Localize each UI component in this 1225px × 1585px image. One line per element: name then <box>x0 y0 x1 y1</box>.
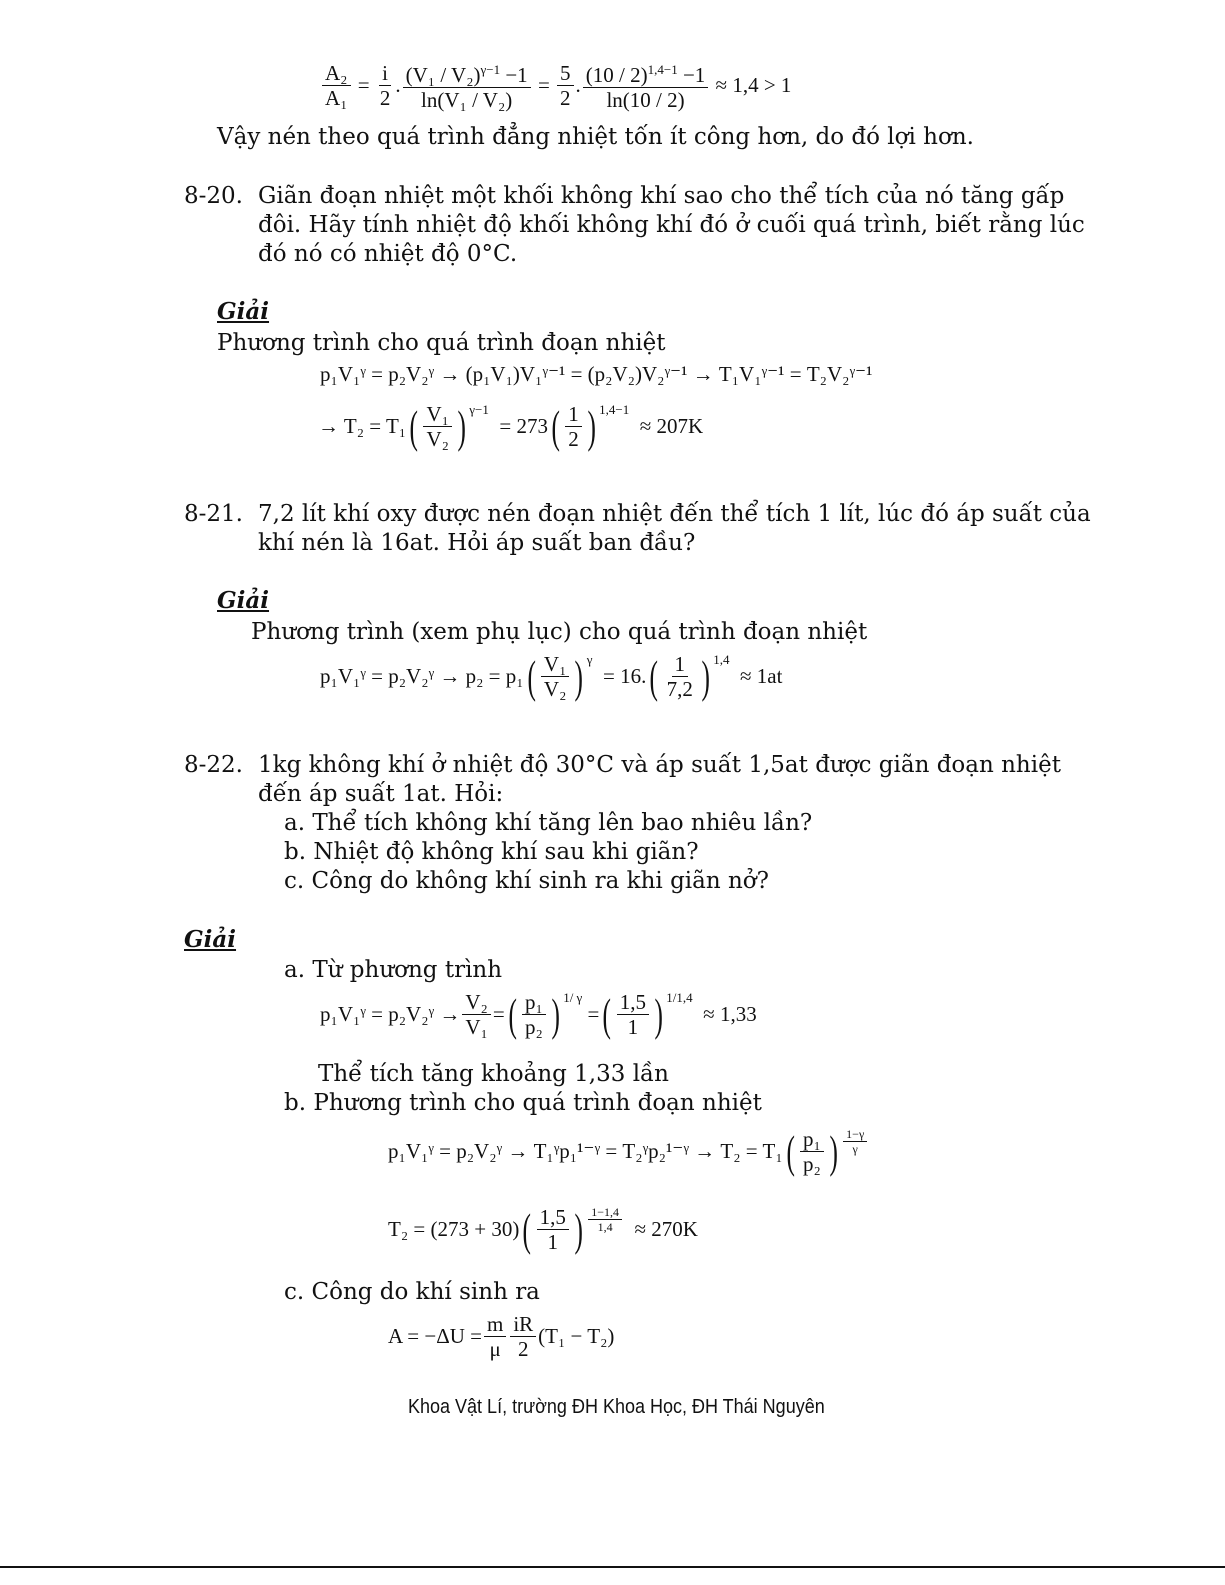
part-a-conclusion: Thể tích tăng khoảng 1,33 lần <box>318 1061 669 1087</box>
fraction-numeric: $\frac{(10 / 2)^{1,4-1} -1}{\ln(10 / 2)}$ <box>583 58 709 112</box>
equation-line: p₁V₁ᵞ = p₂V₂ᵞ → $\frac{\text{V₂}}{\text{V₁}}$ = ( $\frac{\text{p₁}}{\text{p₂}}$ ) $^{1/ \gamma}$ = ( $\frac{1,5}{1}$ ) $^{1/1,4}$ ≈ 1,33 <box>320 988 757 1040</box>
solution-heading: Giải <box>217 587 270 614</box>
solution-heading: Giải <box>217 298 270 325</box>
bottom-border <box>0 1566 1225 1568</box>
problem-8-22: 8-22. 1kg không khí ở nhiệt độ 30°C và áp suất 1,5at được giãn đoạn nhiệt đến áp suất 1at. Hỏi: a. Thể tích không khí tăng lên bao nhiêu lần? b. Nhiệt độ không khí sau khi giãn? c. Công do không khí sinh ra khi giãn nở? <box>184 752 1061 894</box>
fraction-a2-a1: $\frac{\text{A₂}}{\text{A₁}}$ <box>322 61 351 110</box>
part-b-label: b. Phương trình cho quá trình đoạn nhiệt <box>284 1090 762 1116</box>
equation-line: p₁V₁ᵞ = p₂V₂ᵞ → T₁ᵞp₁¹⁻ᵞ = T₂ᵞp₂¹⁻ᵞ → T₂ = T₁ ( $\frac{\text{p₁}}{\text{p₂}}$ ) $\frac{1-\gamma}{\gamma}$ <box>388 1127 869 1176</box>
top-equation: $\frac{\text{A₂}}{\text{A₁}}$ = $\frac{i}{2}$ . $\frac{(V_1 / V_2)^{\gamma-1} -1}{\text{ln(V₁ / V₂)}}$ = $\frac{5}{2}$ . $\frac{(10 / 2)^{1,4-1} -1}{\ln(10 / 2)}$ ≈ 1,4 > 1 <box>320 58 791 112</box>
fraction-5-2: $\frac{5}{2}$ <box>557 61 574 110</box>
solution-intro: Phương trình cho quá trình đoạn nhiệt <box>217 330 666 356</box>
equation-line: A = −ΔU = $\frac{m}{\mu}$ $\frac{iR}{2}$ (T₁ − T₂) <box>388 1312 615 1361</box>
question-c: c. Công do không khí sinh ra khi giãn nở? <box>284 868 769 894</box>
solution-heading: Giải <box>184 926 237 953</box>
question-b: b. Nhiệt độ không khí sau khi giãn? <box>284 839 699 865</box>
fraction-volume-ratio: $\frac{(V_1 / V_2)^{\gamma-1} -1}{\text{ln(V₁ / V₂)}}$ <box>403 58 531 112</box>
problem-8-21: 8-21. 7,2 lít khí oxy được nén đoạn nhiệt đến thể tích 1 lít, lúc đó áp suất của khí nén là 16at. Hỏi áp suất ban đầu? <box>184 501 1091 556</box>
part-c-label: c. Công do khí sinh ra <box>284 1279 540 1305</box>
solution-intro: Phương trình (xem phụ lục) cho quá trình đoạn nhiệt <box>251 619 868 645</box>
problem-8-20: 8-20. Giãn đoạn nhiệt một khối không khí sao cho thể tích của nó tăng gấp đôi. Hãy tính nhiệt độ khối không khí đó ở cuối quá trình, biết rằng lúc đó nó có nhiệt độ 0°C. <box>184 183 1085 267</box>
top-result: ≈ 1,4 > 1 <box>715 72 792 97</box>
fraction-i-2: $\frac{i}{2}$ <box>379 60 391 110</box>
equation-line: → T₂ = T₁ ( $\frac{\text{V₁}}{\text{V₂}}$ ) $^{\gamma-1}$ = 273 ( $\frac{1}{2}$ ) $^{1,4-1}$ ≈ 207K <box>318 400 704 452</box>
page-footer: Khoa Vật Lí, trường ĐH Khoa Học, ĐH Thái Nguyên <box>408 1396 825 1418</box>
problem-number: 8-20. <box>184 183 243 209</box>
equation-line: p₁V₁ᵞ = p₂V₂ᵞ → p₂ = p₁ ( $\frac{\text{V₁}}{\text{V₂}}$ ) $^\gamma$ = 16. ( $\frac{1}{7,2}$ ) $^{1,4}$ ≈ 1at <box>320 650 783 702</box>
question-a: a. Thể tích không khí tăng lên bao nhiêu lần? <box>284 810 813 836</box>
equation-line: p₁V₁ᵞ = p₂V₂ᵞ → (p₁V₁)V₁ᵞ⁻¹ = (p₂V₂)V₂ᵞ⁻¹ → T₁V₁ᵞ⁻¹ = T₂V₂ᵞ⁻¹ <box>320 362 873 386</box>
part-a-label: a. Từ phương trình <box>284 957 503 983</box>
equation-line: T₂ = (273 + 30) ( $\frac{1,5}{1}$ ) $\frac{1-1,4}{1,4}$ ≈ 270K <box>388 1203 698 1255</box>
problem-number: 8-21. <box>184 501 243 527</box>
problem-number: 8-22. <box>184 752 243 778</box>
conclusion-text: Vậy nén theo quá trình đẳng nhiệt tốn ít công hơn, do đó lợi hơn. <box>217 124 974 150</box>
